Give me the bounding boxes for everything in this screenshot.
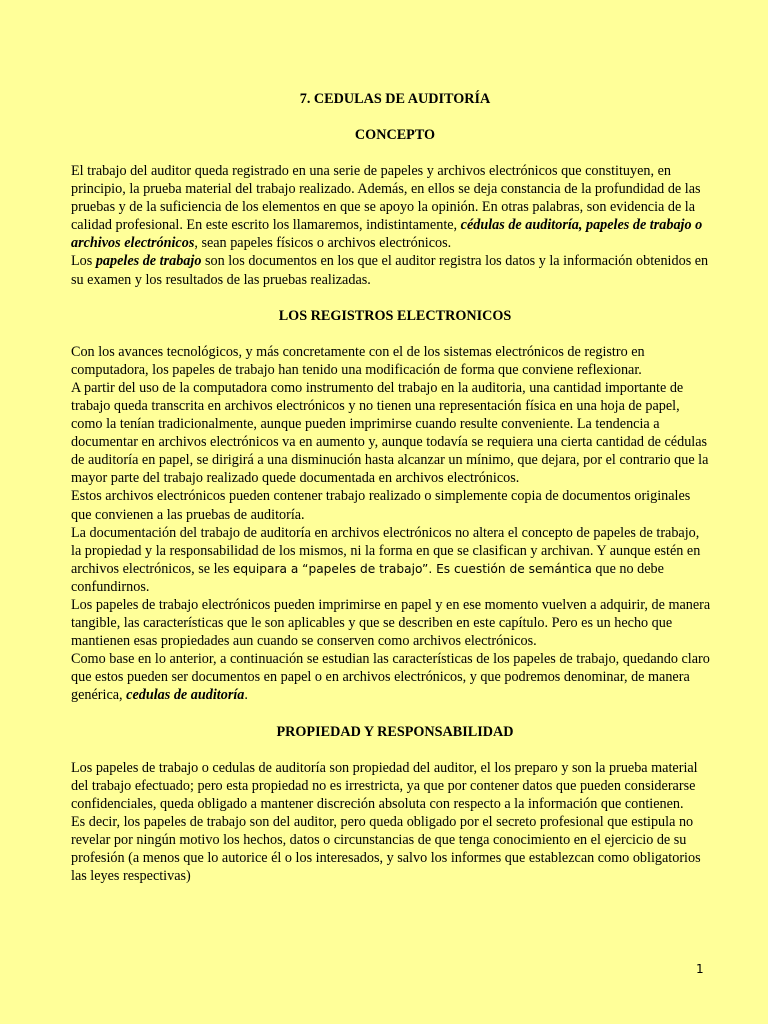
concepto-paragraph-2 bbox=[71, 252, 711, 288]
concepto-p2-text-1: Los bbox=[71, 253, 96, 270]
registros-paragraph-1: Con los avances tecnológicos, y más concretamente con el de los sistemas electrónicos de registro en computadora, los papeles de trabajo han tenido una modificación de forma que conviene reflexionar. bbox=[71, 343, 645, 378]
concepto-p2-emphasis: papeles de trabajo bbox=[95, 253, 202, 270]
page-number: 1 bbox=[696, 962, 704, 976]
registros-p6-text-2: . bbox=[244, 687, 248, 704]
concepto-p1-text-1: El trabajo del auditor queda registrado en una serie de papeles y archivos electrónicos que constituyen, en principio, la prueba material del trabajo realizado. Además, en ellos se deja constancia de la profundidad de las pruebas y de la suficiencia de los elementos en que se apoyo la opinión. En otras palabras, son evidencia de la calidad profesional. En este escrito los llamaremos, indistintamente, bbox=[71, 163, 701, 234]
registros-p4-calibri-text: equipara a “papeles de trabajo”. Es cuestión de semántica bbox=[232, 561, 592, 576]
section-heading-propiedad: PROPIEDAD Y RESPONSABILIDAD bbox=[276, 723, 514, 740]
propiedad-paragraph-2: Es decir, los papeles de trabajo son del auditor, pero queda obligado por el secreto profesional que estipula no revelar por ningún motivo los hechos, datos o circunstancias de que tenga conocimiento en el ejercicio de su profesión (a menos que lo autorice él o los interesados, y salvo los informes que establezcan como obligatorios las leyes respectivas) bbox=[71, 813, 701, 885]
registros-p6-text-1: Como base en lo anterior, a continuación se estudian las características de los papeles de trabajo, quedando claro que estos pueden ser documentos en papel o en archivos electrónicos, y que podremos denominar, de manera genérica, bbox=[71, 651, 710, 704]
concepto-paragraph-1 bbox=[71, 162, 711, 252]
concepto-p1-emphasis: cédulas de auditoría, papeles de trabajo o archivos electrónicos bbox=[71, 217, 703, 252]
registros-paragraph-3: Estos archivos electrónicos pueden contener trabajo realizado o simplemente copia de documentos originales que convienen a las pruebas de auditoría. bbox=[71, 488, 691, 523]
registros-paragraph-5: Los papeles de trabajo electrónicos pueden imprimirse en papel y en ese momento vuelven a adquirir, de manera tangible, las características que le son aplicables y que se describen en este capítulo. Pero es un hecho que mantienen esas propiedades aun cuando se conserven como archivos electrónicos. bbox=[71, 596, 711, 650]
registros-p4-text-2: que no debe confundirnos. bbox=[71, 560, 664, 595]
registros-paragraph-6 bbox=[71, 650, 711, 704]
registros-paragraph-2: A partir del uso de la computadora como instrumento del trabajo en la auditoria, una cantidad importante de trabajo queda transcrita en archivos electrónicos y no tienen una representación física en una hoja de papel, como la tenían tradicionalmente, aunque pueden imprimirse cuando resulte conveniente. La tendencia a documentar en archivos electrónicos va en aumento y, aunque todavía se requiera una cierta cantidad de cédulas de auditoría en papel, se dirigirá a una disminución hasta alcanzar un mínimo, que dejara, por el contrario que la mayor parte del trabajo realizado quede documentada en archivos electrónicos. bbox=[71, 379, 709, 487]
concepto-p1-text-2: , sean papeles físicos o archivos electrónicos. bbox=[194, 235, 452, 252]
registros-paragraph-4 bbox=[71, 524, 711, 596]
section-heading-concepto: CONCEPTO bbox=[354, 127, 436, 143]
propiedad-paragraph-1: Los papeles de trabajo o cedulas de auditoría son propiedad del auditor, el los preparo y son la prueba material del trabajo efectuado; pero esta propiedad no es irrestricta, ya que por contener datos que pueden considerarse confidenciales, queda obligado a mantener discreción absoluta con respecto a la información que contienen. bbox=[71, 759, 698, 812]
document-title: 7. CEDULAS DE AUDITORÍA bbox=[299, 91, 491, 107]
document-page bbox=[71, 90, 711, 885]
registros-p6-emphasis: cedulas de auditoría bbox=[126, 687, 245, 704]
registros-p4-text-1: La documentación del trabajo de auditoría en archivos electrónicos no altera el concepto de papeles de trabajo, la propiedad y la responsabilidad de los mismos, ni la forma en que se clasifican y archivan. Y aunque estén en archivos electrónicos, se les bbox=[71, 524, 701, 577]
section-heading-registros: LOS REGISTROS ELECTRONICOS bbox=[278, 307, 512, 324]
concepto-p2-text-2: son los documentos en los que el auditor registra los datos y la información obtenidos en su examen y los resultados de las pruebas realizadas. bbox=[71, 253, 709, 288]
